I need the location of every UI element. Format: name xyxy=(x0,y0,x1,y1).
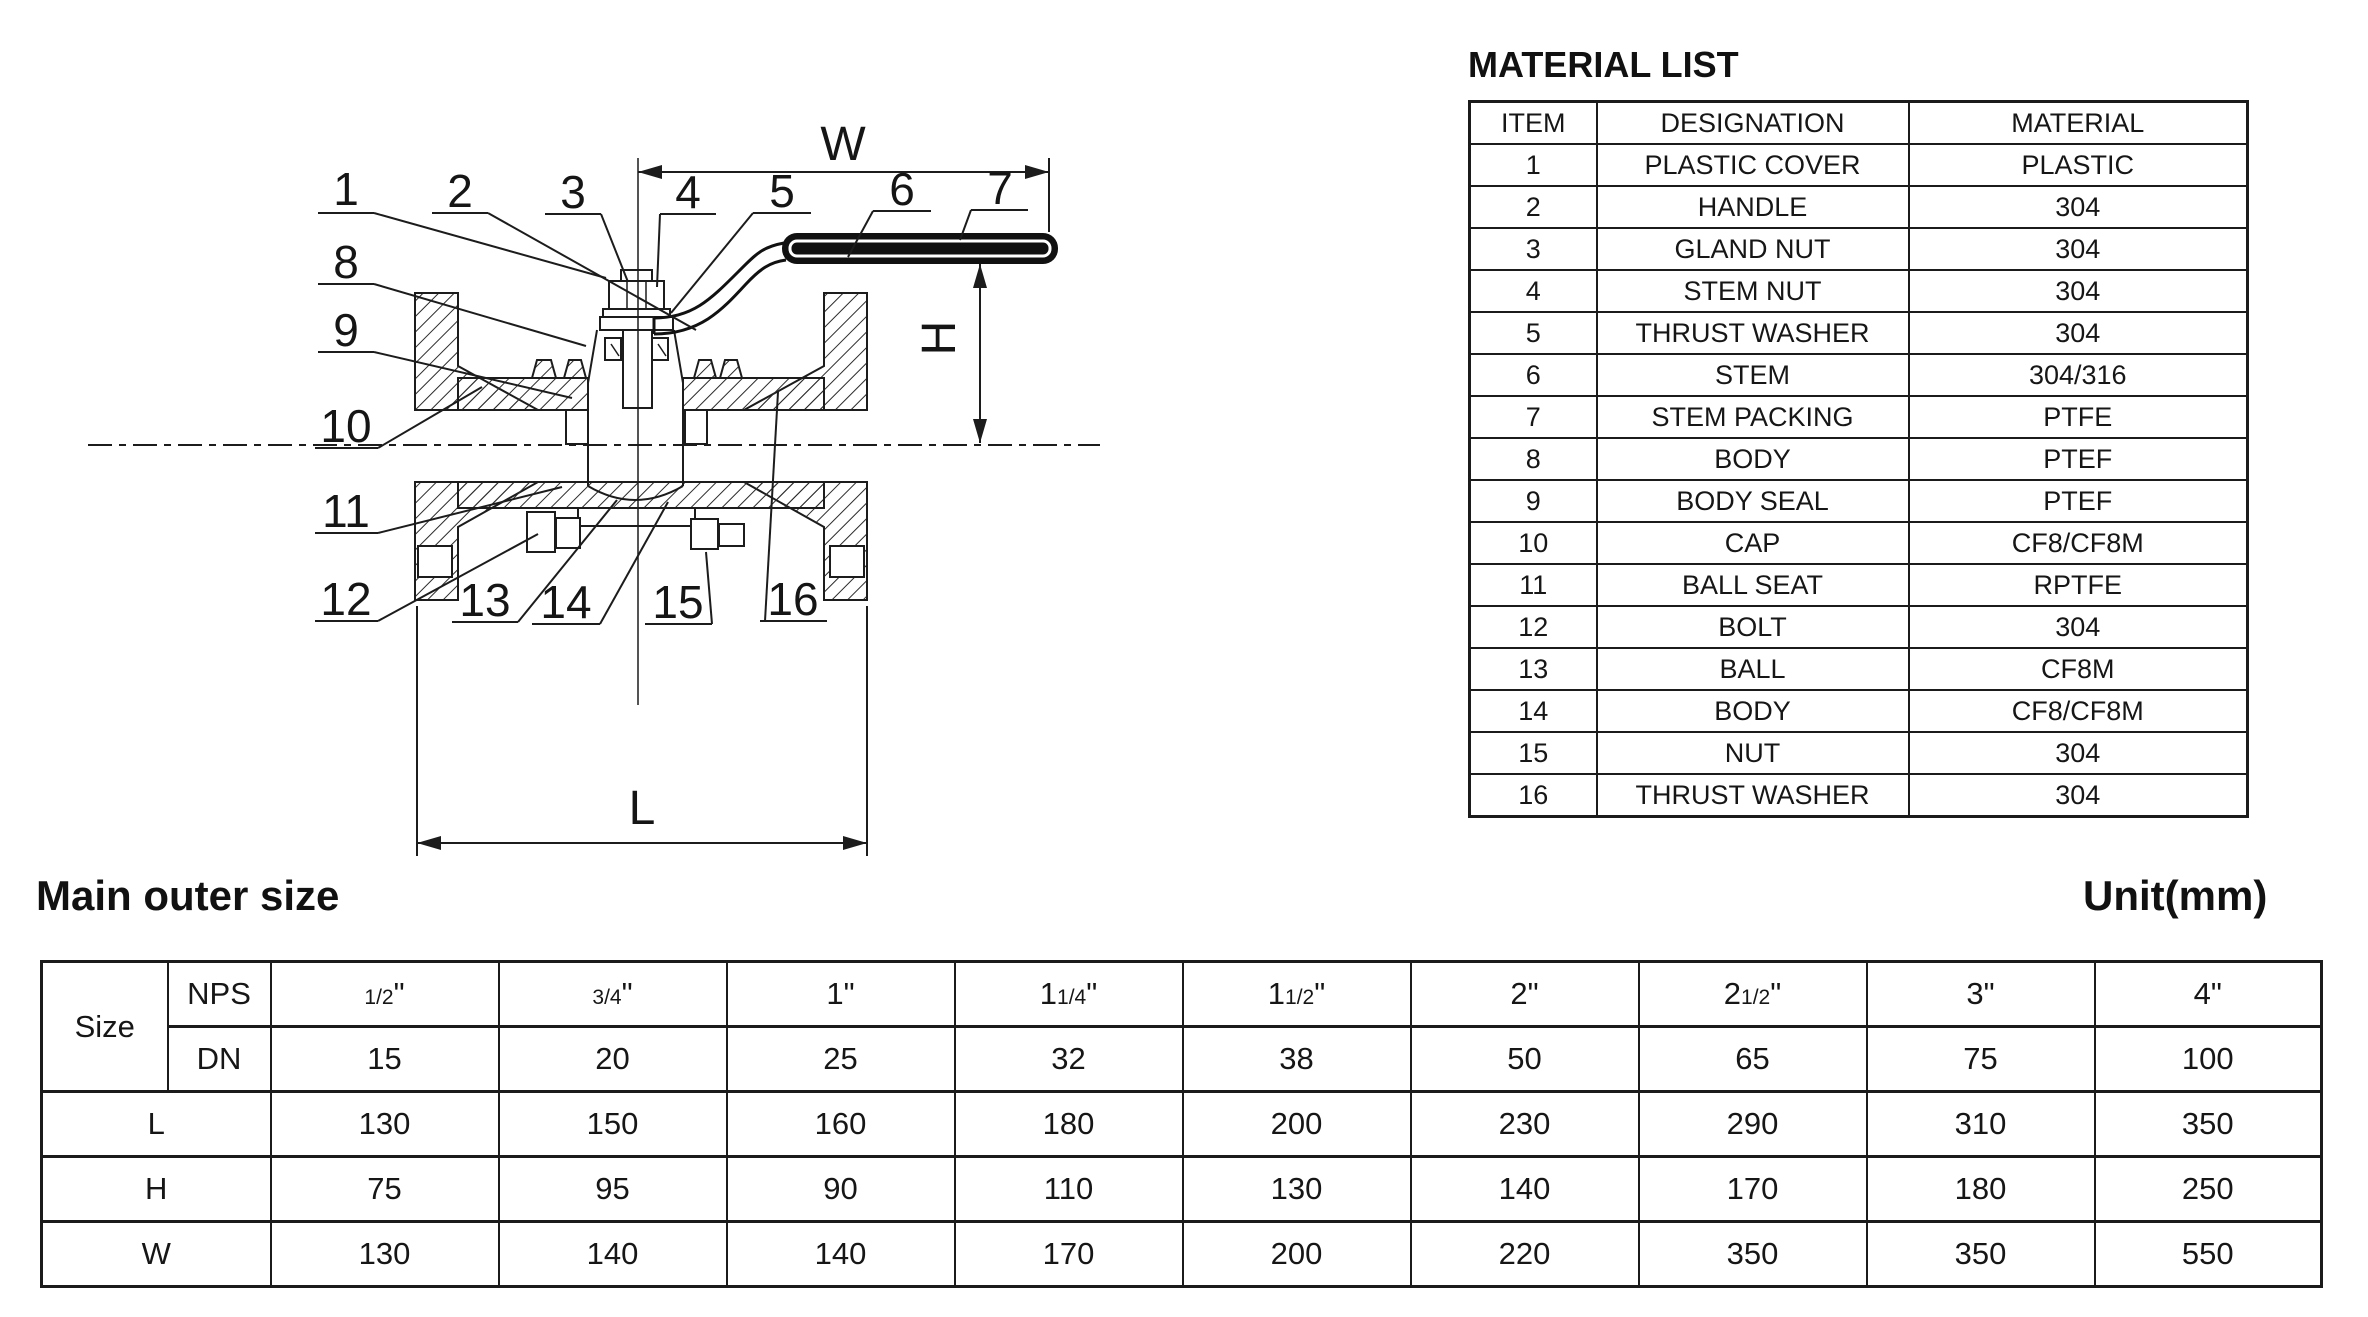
handle-grip xyxy=(782,233,1058,264)
designation-cell: HANDLE xyxy=(1597,186,1909,228)
material-cell: 304 xyxy=(1909,312,2248,354)
material-cell: PTEF xyxy=(1909,480,2248,522)
nps-value-cell: 11/2" xyxy=(1183,962,1411,1027)
dimension-value-cell: 200 xyxy=(1183,1222,1411,1287)
material-header-row xyxy=(1470,102,2248,145)
designation-cell: BALL SEAT xyxy=(1597,564,1909,606)
nps-value-cell: 4" xyxy=(2095,962,2322,1027)
item-cell: 11 xyxy=(1470,564,1597,606)
dimension-value-cell: 350 xyxy=(1639,1222,1867,1287)
dimension-value-cell: 160 xyxy=(727,1092,955,1157)
material-cell: RPTFE xyxy=(1909,564,2248,606)
material-cell: CF8M xyxy=(1909,648,2248,690)
item-cell: 5 xyxy=(1470,312,1597,354)
callout-6: 6 xyxy=(889,163,915,215)
material-row xyxy=(1470,270,2248,312)
material-row xyxy=(1470,396,2248,438)
callout-14: 14 xyxy=(540,576,592,628)
item-cell: 14 xyxy=(1470,690,1597,732)
designation-cell: STEM NUT xyxy=(1597,270,1909,312)
material-row xyxy=(1470,732,2248,774)
nps-value-cell: 2" xyxy=(1411,962,1639,1027)
designation-cell: BOLT xyxy=(1597,606,1909,648)
material-row xyxy=(1470,648,2248,690)
designation-cell: NUT xyxy=(1597,732,1909,774)
callout-13: 13 xyxy=(459,574,511,626)
material-cell: PTEF xyxy=(1909,438,2248,480)
callout-5: 5 xyxy=(769,165,795,217)
unit-label: Unit(mm) xyxy=(2083,872,2268,919)
item-cell: 8 xyxy=(1470,438,1597,480)
designation-cell: BODY xyxy=(1597,690,1909,732)
body-bolt-left-washer xyxy=(556,518,580,548)
callout-2: 2 xyxy=(447,165,473,217)
dimension-value-cell: 200 xyxy=(1183,1092,1411,1157)
dn-value-cell: 75 xyxy=(1867,1027,2095,1092)
size-label-cell: Size xyxy=(42,962,168,1092)
nps-value-cell: 21/2" xyxy=(1639,962,1867,1027)
dimension-row-h xyxy=(42,1157,2322,1222)
item-cell: 10 xyxy=(1470,522,1597,564)
dimension-value-cell: 90 xyxy=(727,1157,955,1222)
callout-9: 9 xyxy=(333,304,359,356)
material-row xyxy=(1470,228,2248,270)
item-cell: 3 xyxy=(1470,228,1597,270)
callout-10: 10 xyxy=(320,400,372,452)
item-cell: 9 xyxy=(1470,480,1597,522)
dim-label-l: L xyxy=(628,782,656,835)
dimension-h xyxy=(973,264,987,443)
designation-cell: BODY xyxy=(1597,438,1909,480)
dimension-value-cell: 130 xyxy=(271,1222,499,1287)
material-row xyxy=(1470,480,2248,522)
material-header-cell: DESIGNATION xyxy=(1597,102,1909,145)
ball-seat-left xyxy=(566,410,588,444)
designation-cell: PLASTIC COVER xyxy=(1597,144,1909,186)
material-row xyxy=(1470,690,2248,732)
dimension-value-cell: 140 xyxy=(499,1222,727,1287)
dn-value-cell: 38 xyxy=(1183,1027,1411,1092)
bottom-cap xyxy=(578,508,695,526)
dimension-value-cell: 170 xyxy=(955,1222,1183,1287)
dimension-value-cell: 220 xyxy=(1411,1222,1639,1287)
stem-packing-left xyxy=(605,338,621,360)
material-row xyxy=(1470,606,2248,648)
callout-8: 8 xyxy=(333,236,359,288)
item-cell: 2 xyxy=(1470,186,1597,228)
material-cell: CF8/CF8M xyxy=(1909,522,2248,564)
dimension-value-cell: 130 xyxy=(271,1092,499,1157)
dn-value-cell: 20 xyxy=(499,1027,727,1092)
dimension-value-cell: 350 xyxy=(1867,1222,2095,1287)
material-cell: 304/316 xyxy=(1909,354,2248,396)
dn-value-cell: 32 xyxy=(955,1027,1183,1092)
dimension-value-cell: 180 xyxy=(1867,1157,2095,1222)
dimension-label-cell: L xyxy=(42,1092,271,1157)
nps-fraction: 1/2 xyxy=(364,986,394,1009)
material-row xyxy=(1470,564,2248,606)
nps-label-cell: NPS xyxy=(168,962,271,1027)
nps-value-cell: 11/4" xyxy=(955,962,1183,1027)
dimension-value-cell: 170 xyxy=(1639,1157,1867,1222)
nps-fraction: 3/4 xyxy=(592,986,622,1009)
designation-cell: BALL xyxy=(1597,648,1909,690)
nps-value-cell: 3/4" xyxy=(499,962,727,1027)
material-cell: PTFE xyxy=(1909,396,2248,438)
dim-label-w: W xyxy=(820,118,866,171)
material-header-cell: MATERIAL xyxy=(1909,102,2248,145)
material-header-cell: ITEM xyxy=(1470,102,1597,145)
callout-11: 11 xyxy=(322,485,370,537)
dimension-value-cell: 310 xyxy=(1867,1092,2095,1157)
callout-4: 4 xyxy=(675,166,701,218)
callout-16: 16 xyxy=(767,573,819,625)
material-row xyxy=(1470,354,2248,396)
dn-value-cell: 65 xyxy=(1639,1027,1867,1092)
dimension-value-cell: 140 xyxy=(727,1222,955,1287)
dimension-value-cell: 230 xyxy=(1411,1092,1639,1157)
dimension-value-cell: 130 xyxy=(1183,1157,1411,1222)
ball-seat-right xyxy=(685,410,707,444)
item-cell: 1 xyxy=(1470,144,1597,186)
designation-cell: CAP xyxy=(1597,522,1909,564)
material-cell: CF8/CF8M xyxy=(1909,690,2248,732)
material-cell: 304 xyxy=(1909,606,2248,648)
dimension-label-cell: H xyxy=(42,1157,271,1222)
valve-cross-section-drawing xyxy=(0,0,1180,880)
dim-label-h: H xyxy=(913,320,966,356)
material-cell: 304 xyxy=(1909,186,2248,228)
dn-value-cell: 100 xyxy=(2095,1027,2322,1092)
dn-value-cell: 25 xyxy=(727,1027,955,1092)
nps-row xyxy=(42,962,2322,1027)
dimension-value-cell: 75 xyxy=(271,1157,499,1222)
dimension-value-cell: 350 xyxy=(2095,1092,2322,1157)
callout-7: 7 xyxy=(987,162,1013,214)
dimension-value-cell: 150 xyxy=(499,1092,727,1157)
designation-cell: THRUST WASHER xyxy=(1597,312,1909,354)
dn-label-cell: DN xyxy=(168,1027,271,1092)
size-table xyxy=(40,960,2323,1288)
dimension-row-w xyxy=(42,1222,2322,1287)
material-row xyxy=(1470,186,2248,228)
callout-1: 1 xyxy=(333,163,359,215)
callout-3: 3 xyxy=(560,166,586,218)
dn-row xyxy=(42,1027,2322,1092)
nps-value-cell: 1/2" xyxy=(271,962,499,1027)
nps-value-cell: 1" xyxy=(727,962,955,1027)
item-cell: 7 xyxy=(1470,396,1597,438)
dimension-value-cell: 550 xyxy=(2095,1222,2322,1287)
dimension-value-cell: 290 xyxy=(1639,1092,1867,1157)
dimension-value-cell: 110 xyxy=(955,1157,1183,1222)
item-cell: 15 xyxy=(1470,732,1597,774)
dimension-value-cell: 180 xyxy=(955,1092,1183,1157)
material-row xyxy=(1470,522,2248,564)
callout-15: 15 xyxy=(652,576,704,628)
designation-cell: STEM xyxy=(1597,354,1909,396)
material-row xyxy=(1470,438,2248,480)
dimension-row-l xyxy=(42,1092,2322,1157)
designation-cell: THRUST WASHER xyxy=(1597,774,1909,817)
dn-value-cell: 50 xyxy=(1411,1027,1639,1092)
material-cell: PLASTIC xyxy=(1909,144,2248,186)
nps-fraction: 1/2 xyxy=(1285,986,1315,1009)
material-cell: 304 xyxy=(1909,228,2248,270)
material-row xyxy=(1470,312,2248,354)
material-row xyxy=(1470,774,2248,817)
callout-12: 12 xyxy=(320,573,372,625)
dimension-label-cell: W xyxy=(42,1222,271,1287)
designation-cell: GLAND NUT xyxy=(1597,228,1909,270)
stem-packing-right xyxy=(652,338,668,360)
designation-cell: STEM PACKING xyxy=(1597,396,1909,438)
material-cell: 304 xyxy=(1909,270,2248,312)
material-row xyxy=(1470,144,2248,186)
material-cell: 304 xyxy=(1909,732,2248,774)
material-cell: 304 xyxy=(1909,774,2248,817)
designation-cell: BODY SEAL xyxy=(1597,480,1909,522)
item-cell: 13 xyxy=(1470,648,1597,690)
nps-fraction: 1/2 xyxy=(1741,986,1771,1009)
material-list-title: MATERIAL LIST xyxy=(1468,44,1739,85)
body-bolt-left xyxy=(527,512,555,552)
dimension-value-cell: 140 xyxy=(1411,1157,1639,1222)
nps-fraction: 1/4 xyxy=(1057,986,1087,1009)
body-nut-right xyxy=(691,519,718,549)
item-cell: 16 xyxy=(1470,774,1597,817)
item-cell: 6 xyxy=(1470,354,1597,396)
body-bolt-right xyxy=(719,524,744,546)
item-cell: 12 xyxy=(1470,606,1597,648)
size-table-title: Main outer size xyxy=(36,872,340,919)
item-cell: 4 xyxy=(1470,270,1597,312)
nps-value-cell: 3" xyxy=(1867,962,2095,1027)
dimension-value-cell: 250 xyxy=(2095,1157,2322,1222)
material-list-table xyxy=(1468,100,2249,818)
dimension-value-cell: 95 xyxy=(499,1157,727,1222)
dn-value-cell: 15 xyxy=(271,1027,499,1092)
